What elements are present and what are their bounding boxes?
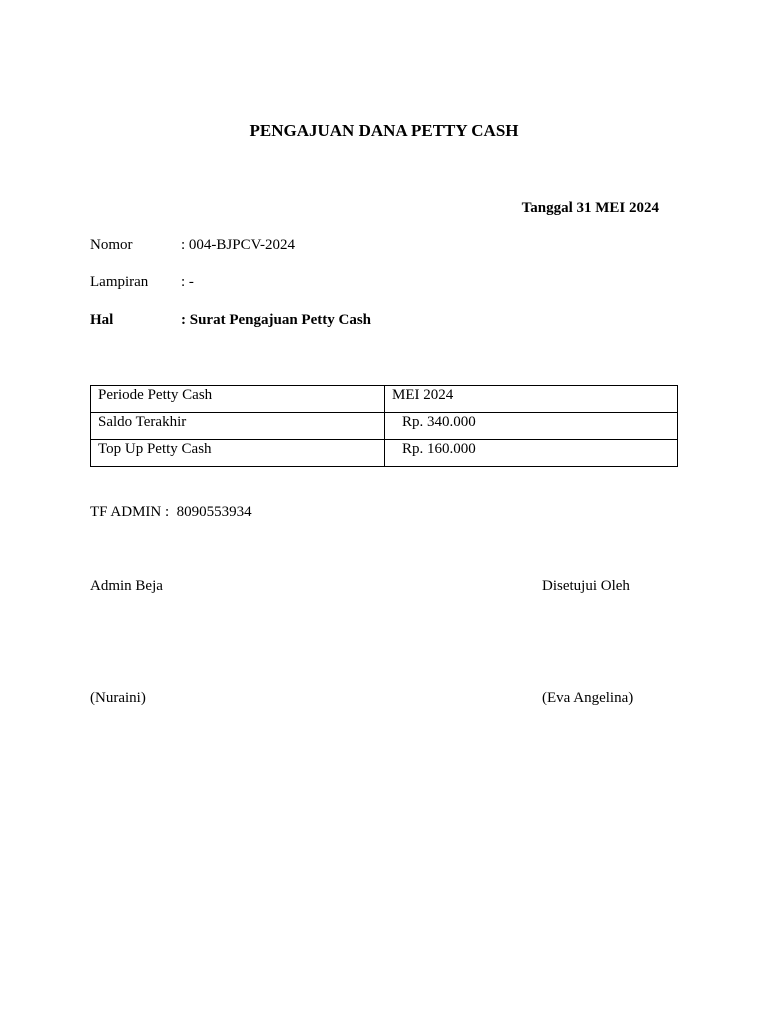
- nomor-value: : 004-BJPCV-2024: [181, 237, 296, 253]
- lampiran-value: : -: [181, 274, 194, 290]
- lampiran-label: Lampiran: [90, 274, 149, 290]
- table-cell-saldo-value: Rp. 340.000: [385, 413, 678, 440]
- signature-left-name: (Nuraini): [90, 690, 146, 706]
- petty-cash-table: [90, 385, 678, 467]
- table-cell-saldo-label: Saldo Terakhir: [91, 413, 385, 440]
- hal-label: Hal: [90, 312, 114, 328]
- table-cell-periode-label: Periode Petty Cash: [91, 386, 385, 413]
- transfer-admin-line: TF ADMIN : 8090553934: [90, 504, 252, 520]
- document-date: Tanggal 31 MEI 2024: [521, 200, 659, 216]
- table-row: [91, 413, 678, 440]
- table-row: [91, 440, 678, 467]
- document-title: PENGAJUAN DANA PETTY CASH: [249, 121, 519, 140]
- signature-right-name: (Eva Angelina): [542, 690, 634, 706]
- signature-right-role: Disetujui Oleh: [542, 578, 630, 594]
- table-cell-topup-value: Rp. 160.000: [385, 440, 678, 467]
- signature-left-role: Admin Beja: [90, 578, 163, 594]
- nomor-label: Nomor: [90, 237, 133, 253]
- table-cell-periode-value: MEI 2024: [385, 386, 678, 413]
- table-cell-topup-label: Top Up Petty Cash: [91, 440, 385, 467]
- hal-value: : Surat Pengajuan Petty Cash: [181, 312, 371, 328]
- table-row: [91, 386, 678, 413]
